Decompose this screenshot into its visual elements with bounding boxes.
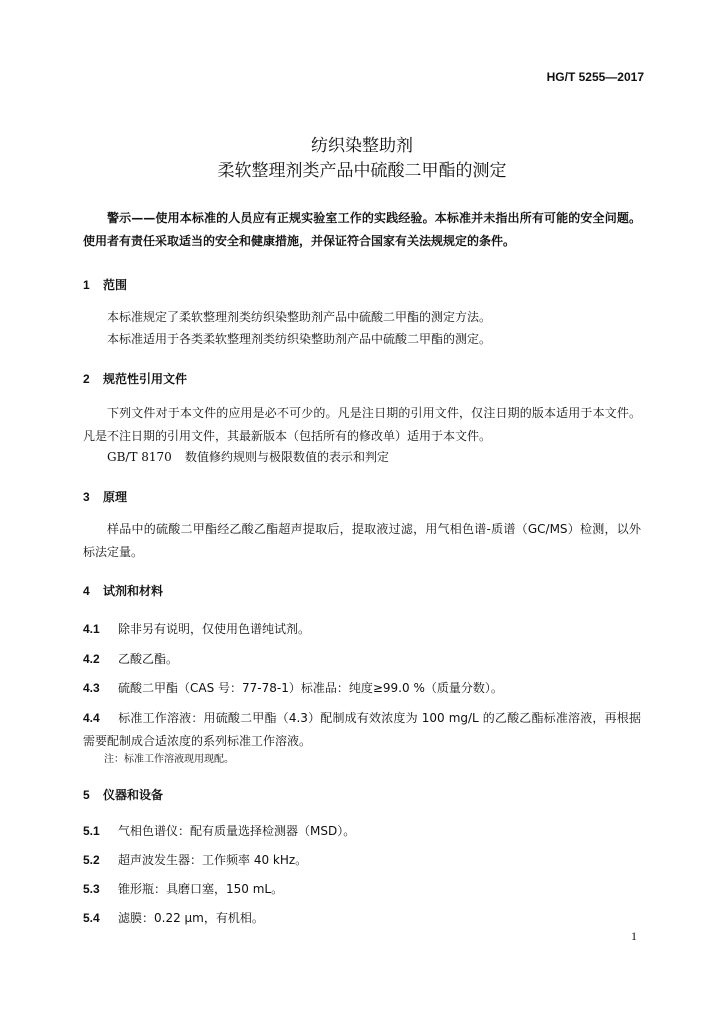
reference-title: 数值修约规则与极限数值的表示和判定 xyxy=(185,450,390,464)
clause-text: 除非另有说明，仅使用色谱纯试剂。 xyxy=(118,622,311,636)
section-3-heading xyxy=(83,488,127,505)
section-1-paragraph-1: 本标准规定了柔软整理剂类纺织染整助剂产品中硫酸二甲酯的测定方法。 xyxy=(107,310,492,324)
clause-5-4 xyxy=(83,907,641,930)
title-line-2: 柔软整理剂类产品中硫酸二甲酯的测定 xyxy=(217,161,507,181)
section-number: 2 xyxy=(83,372,90,386)
clause-number: 4.3 xyxy=(83,681,100,695)
standard-code: HG/T 5255—2017 xyxy=(546,70,644,84)
note: 注：标准工作溶液现用现配。 xyxy=(104,754,234,765)
section-number: 5 xyxy=(83,788,90,802)
clause-4-1 xyxy=(83,618,641,641)
page-number: 1 xyxy=(631,929,637,943)
warning-paragraph: 警示——使用本标准的人员应有正规实验室工作的实践经验。本标准并未指出所有可能的安全问题。使用者有责任采取适当的安全和健康措施，并保证符合国家有关法规规定的条件。 xyxy=(83,211,641,248)
section-number: 3 xyxy=(83,490,90,504)
clause-number: 5.2 xyxy=(83,853,100,867)
clause-5-3 xyxy=(83,878,641,901)
section-title: 仪器和设备 xyxy=(103,788,164,802)
clause-number: 4.1 xyxy=(83,622,100,636)
clause-4-2 xyxy=(83,648,641,671)
clause-text: 滤膜：0.22 μm，有机相。 xyxy=(118,911,264,925)
section-4-heading xyxy=(83,582,163,599)
section-1-paragraph-2: 本标准适用于各类柔软整理剂类纺织染整助剂产品中硫酸二甲酯的测定。 xyxy=(107,332,492,346)
reference-code: GB/T 8170 xyxy=(107,450,172,464)
clause-text: 锥形瓶：具磨口塞，150 mL。 xyxy=(118,882,284,896)
section-1-heading xyxy=(83,276,127,293)
section-title: 规范性引用文件 xyxy=(103,372,188,386)
section-number: 1 xyxy=(83,278,90,292)
section-5-heading xyxy=(83,786,163,803)
clause-4-3 xyxy=(83,677,641,700)
clause-number: 5.3 xyxy=(83,882,100,896)
clause-5-1 xyxy=(83,820,641,843)
section-3-paragraph: 样品中的硫酸二甲酯经乙酸乙酯超声提取后，提取液过滤，用气相色谱-质谱（GC/MS）检测，以外标法定量。 xyxy=(83,522,641,559)
section-title: 原理 xyxy=(103,490,128,504)
title-line-1: 纺织染整助剂 xyxy=(311,136,413,156)
clause-number: 5.1 xyxy=(83,824,100,838)
clause-number: 5.4 xyxy=(83,911,100,925)
clause-text: 气相色谱仪：配有质量选择检测器（MSD）。 xyxy=(118,824,356,838)
clause-text: 超声波发生器：工作频率 40 kHz。 xyxy=(118,853,308,867)
clause-number: 4.4 xyxy=(83,711,100,725)
clause-text: 硫酸二甲酯（CAS 号：77-78-1）标准品：纯度≥99.0 %（质量分数）。 xyxy=(118,681,503,695)
section-title: 试剂和材料 xyxy=(103,584,164,598)
normative-reference xyxy=(107,448,389,465)
clause-text: 标准工作溶液：用硫酸二甲酯（4.3）配制成有效浓度为 100 mg/L 的乙酸乙酯标准溶液，再根据需要配制成合适浓度的系列标准工作溶液。 xyxy=(83,711,641,748)
clause-number: 4.2 xyxy=(83,652,100,666)
clause-4-4 xyxy=(83,707,641,753)
section-title: 范围 xyxy=(103,278,128,292)
section-2-heading xyxy=(83,370,187,387)
clause-5-2 xyxy=(83,849,641,872)
section-2-paragraph: 下列文件对于本文件的应用是必不可少的。凡是注日期的引用文件，仅注日期的版本适用于本文件。凡是不注日期的引用文件，其最新版本（包括所有的修改单）适用于本文件。 xyxy=(83,406,641,443)
section-number: 4 xyxy=(83,584,90,598)
clause-text: 乙酸乙酯。 xyxy=(118,652,179,666)
